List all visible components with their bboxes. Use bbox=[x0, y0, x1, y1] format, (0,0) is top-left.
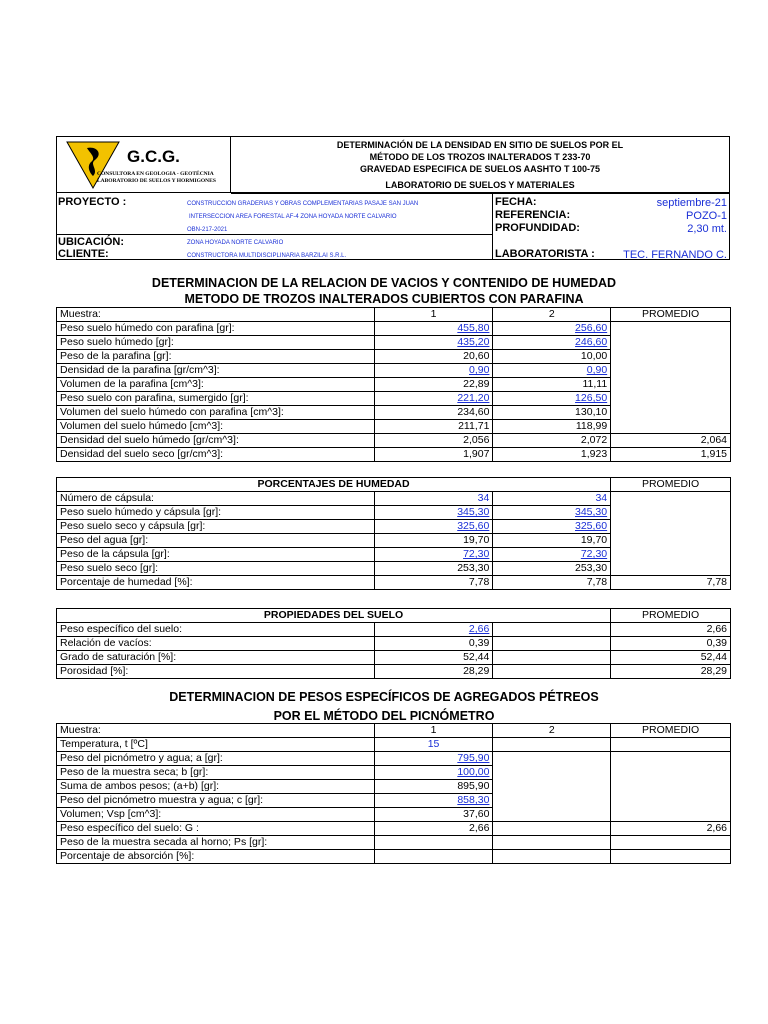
value-cell bbox=[493, 850, 611, 864]
value-cell: 11,11 bbox=[493, 378, 611, 392]
proyecto-label: PROYECTO : bbox=[58, 196, 127, 208]
header-cell: 1 bbox=[374, 308, 493, 322]
table-row bbox=[57, 623, 731, 637]
value-cell: 0,39 bbox=[374, 637, 493, 651]
profundidad-label: PROFUNDIDAD: bbox=[495, 222, 580, 234]
row-label: Peso suelo húmedo con parafina [gr]: bbox=[57, 322, 375, 336]
value-cell: 10,00 bbox=[493, 350, 611, 364]
table-row bbox=[57, 665, 731, 679]
value-cell: 15 bbox=[374, 738, 493, 752]
header-cell: PROMEDIO bbox=[611, 724, 731, 738]
table-row bbox=[57, 637, 731, 651]
table-row bbox=[57, 448, 731, 462]
value-cell: 22,89 bbox=[374, 378, 493, 392]
row-label: Densidad del suelo húmedo [gr/cm^3]: bbox=[57, 434, 375, 448]
row-label: Volumen; Vsp [cm^3]: bbox=[57, 808, 375, 822]
value-cell: 1,907 bbox=[374, 448, 493, 462]
value-cell: 221,20 bbox=[374, 392, 493, 406]
header-title-1: DETERMINACIÓN DE LA DENSIDAD EN SITIO DE SUELOS POR EL bbox=[336, 140, 624, 150]
table-row bbox=[57, 434, 731, 448]
row-label: Número de cápsula: bbox=[57, 492, 375, 506]
value-cell: 0,90 bbox=[374, 364, 493, 378]
value-cell bbox=[493, 738, 611, 752]
promedio-empty-cell bbox=[611, 492, 731, 576]
header-cell: 2 bbox=[493, 724, 611, 738]
section1-title-2: METODO DE TROZOS INALTERADOS CUBIERTOS CON PARAFINA bbox=[184, 292, 584, 306]
value-cell: 19,70 bbox=[493, 534, 611, 548]
value-cell: 72,30 bbox=[493, 548, 611, 562]
value-cell: 100,00 bbox=[374, 766, 493, 780]
value-cell: 2,66 bbox=[374, 623, 493, 637]
row-label: Peso de la muestra seca; b [gr]: bbox=[57, 766, 375, 780]
table-row bbox=[57, 738, 731, 752]
profundidad-value: 2,30 mt. bbox=[687, 223, 727, 235]
value-cell: 256,60 bbox=[493, 322, 611, 336]
header-hdivider bbox=[57, 234, 492, 235]
table-header-row bbox=[57, 609, 731, 623]
ubicacion-label: UBICACIÓN: bbox=[58, 236, 124, 248]
header-cell: Muestra: bbox=[57, 308, 375, 322]
value-cell: 455,80 bbox=[374, 322, 493, 336]
referencia-label: REFERENCIA: bbox=[495, 209, 571, 221]
table-row bbox=[57, 850, 731, 864]
value-cell: 325,60 bbox=[374, 520, 493, 534]
value-cell bbox=[374, 850, 493, 864]
value-cell bbox=[374, 836, 493, 850]
row-label: Porcentaje de humedad [%]: bbox=[57, 576, 375, 590]
value-cell: 34 bbox=[493, 492, 611, 506]
cliente-value: CONSTRUCTORA MULTIDISCIPLINARIA BARZILAI S.R.L. bbox=[187, 253, 347, 259]
logo-subtitle-2: LABORATORIO DE SUELOS Y HORMIGONES bbox=[97, 178, 216, 184]
row-label: Densidad del suelo seco [gr/cm^3]: bbox=[57, 448, 375, 462]
value-cell: 2,66 bbox=[374, 822, 493, 836]
value-cell: 246,60 bbox=[493, 336, 611, 350]
row-label: Volumen del suelo húmedo [cm^3]: bbox=[57, 420, 375, 434]
header-cell: Muestra: bbox=[57, 724, 375, 738]
value-cell: 72,30 bbox=[374, 548, 493, 562]
value-cell: 20,60 bbox=[374, 350, 493, 364]
value-cell bbox=[493, 836, 611, 850]
row-label: Peso de la parafina [gr]: bbox=[57, 350, 375, 364]
row-label: Volumen del suelo húmedo con parafina [cm^3]: bbox=[57, 406, 375, 420]
row-label: Peso suelo seco [gr]: bbox=[57, 562, 375, 576]
table-row bbox=[57, 822, 731, 836]
value-cell: 52,44 bbox=[374, 651, 493, 665]
picnometer-table bbox=[56, 723, 731, 864]
promedio-cell: 7,78 bbox=[611, 576, 731, 590]
proyecto-line-1: CONSTRUCCION GRADERIAS Y OBRAS COMPLEMENTARIAS PASAJE SAN JUAN bbox=[187, 201, 419, 207]
header-vdivider bbox=[492, 193, 493, 260]
section4-title-1: DETERMINACION DE PESOS ESPECÍFICOS DE AGREGADOS PÉTREOS bbox=[169, 690, 599, 704]
table-header-row bbox=[57, 308, 731, 322]
promedio-cell bbox=[611, 738, 731, 752]
logo-area bbox=[57, 137, 231, 193]
promedio-cell: 2,66 bbox=[611, 822, 731, 836]
value-cell: 7,78 bbox=[493, 576, 611, 590]
value-cell: 345,30 bbox=[374, 506, 493, 520]
row-label: Peso específico del suelo: G : bbox=[57, 822, 375, 836]
promedio-cell bbox=[611, 850, 731, 864]
row-label: Suma de ambos pesos; (a+b) [gr]: bbox=[57, 780, 375, 794]
row-label: Volumen de la parafina [cm^3]: bbox=[57, 378, 375, 392]
value-cell: 895,90 bbox=[374, 780, 493, 794]
laboratorista-label: LABORATORISTA : bbox=[495, 248, 595, 260]
row-label: Peso suelo húmedo y cápsula [gr]: bbox=[57, 506, 375, 520]
value-cell bbox=[493, 637, 611, 651]
table-row bbox=[57, 836, 731, 850]
value-cell bbox=[493, 651, 611, 665]
promedio-empty-cell bbox=[611, 752, 731, 822]
ubicacion-value: ZONA HOYADA NORTE CALVARIO bbox=[187, 240, 284, 246]
row-label: Relación de vacíos: bbox=[57, 637, 375, 651]
table-row bbox=[57, 752, 731, 766]
header-title-4: LABORATORIO DE SUELOS Y MATERIALES bbox=[385, 180, 575, 190]
value-cell: 19,70 bbox=[374, 534, 493, 548]
row-label: Porosidad [%]: bbox=[57, 665, 375, 679]
value-cell: 130,10 bbox=[493, 406, 611, 420]
value-cell: 2,056 bbox=[374, 434, 493, 448]
value-cell: 126,50 bbox=[493, 392, 611, 406]
table-row bbox=[57, 322, 731, 336]
humidity-table bbox=[56, 477, 731, 590]
cliente-label: CLIENTE: bbox=[58, 248, 109, 260]
table-row bbox=[57, 492, 731, 506]
value-cell: 211,71 bbox=[374, 420, 493, 434]
row-label: Peso de la muestra secada al horno; Ps [gr]: bbox=[57, 836, 375, 850]
logo-title: G.C.G. bbox=[127, 147, 180, 166]
value-cell: 1,923 bbox=[493, 448, 611, 462]
row-label: Peso suelo con parafina, sumergido [gr]: bbox=[57, 392, 375, 406]
promedio-cell: 2,064 bbox=[611, 434, 731, 448]
table-row bbox=[57, 576, 731, 590]
header-cell: 2 bbox=[493, 308, 611, 322]
table-row bbox=[57, 651, 731, 665]
value-cell: 858,30 bbox=[374, 794, 493, 808]
value-cell: 253,30 bbox=[493, 562, 611, 576]
row-label: Temperatura, t [ºC] bbox=[57, 738, 375, 752]
header-title-3: GRAVEDAD ESPECIFICA DE SUELOS AASHTO T 100-75 bbox=[359, 164, 601, 174]
row-label: Peso del picnómetro y agua; a [gr]: bbox=[57, 752, 375, 766]
value-cell-empty bbox=[493, 752, 611, 822]
row-label: Porcentaje de absorción [%]: bbox=[57, 850, 375, 864]
value-cell: 34 bbox=[374, 492, 493, 506]
density-table bbox=[56, 307, 731, 462]
row-label: Peso suelo seco y cápsula [gr]: bbox=[57, 520, 375, 534]
value-cell: 435,20 bbox=[374, 336, 493, 350]
row-label: Peso de la cápsula [gr]: bbox=[57, 548, 375, 562]
value-cell: 118,99 bbox=[493, 420, 611, 434]
row-label: Peso del picnómetro muestra y agua; c [gr]: bbox=[57, 794, 375, 808]
logo-subtitle-1: CONSULTORA EN GEOLOGIA - GEOTÉCNIA bbox=[97, 171, 214, 177]
promedio-cell bbox=[611, 836, 731, 850]
referencia-value: POZO-1 bbox=[686, 210, 727, 222]
fecha-label: FECHA: bbox=[495, 196, 537, 208]
header-divider bbox=[231, 193, 729, 194]
proyecto-line-3: OBN-217-2021 bbox=[187, 227, 228, 233]
promedio-cell: 0,39 bbox=[611, 637, 731, 651]
row-label: Peso del agua [gr]: bbox=[57, 534, 375, 548]
section1-title-1: DETERMINACION DE LA RELACION DE VACIOS Y CONTENIDO DE HUMEDAD bbox=[151, 276, 617, 290]
value-cell: 345,30 bbox=[493, 506, 611, 520]
value-cell: 795,90 bbox=[374, 752, 493, 766]
value-cell: 0,90 bbox=[493, 364, 611, 378]
row-label: Grado de saturación [%]: bbox=[57, 651, 375, 665]
table-header-row bbox=[57, 724, 731, 738]
promedio-cell: 2,66 bbox=[611, 623, 731, 637]
promedio-empty-cell bbox=[611, 322, 731, 434]
fecha-value: septiembre-21 bbox=[656, 197, 727, 209]
value-cell: 234,60 bbox=[374, 406, 493, 420]
promedio-cell: 52,44 bbox=[611, 651, 731, 665]
value-cell bbox=[493, 665, 611, 679]
value-cell: 325,60 bbox=[493, 520, 611, 534]
header-cell: PORCENTAJES DE HUMEDAD bbox=[57, 478, 611, 492]
value-cell: 28,29 bbox=[374, 665, 493, 679]
header-cell: 1 bbox=[374, 724, 493, 738]
value-cell bbox=[493, 623, 611, 637]
row-label: Densidad de la parafina [gr/cm^3]: bbox=[57, 364, 375, 378]
value-cell: 7,78 bbox=[374, 576, 493, 590]
header-cell: PROPIEDADES DEL SUELO bbox=[57, 609, 611, 623]
header-title-2: MÉTODO DE LOS TROZOS INALTERADOS T 233-70 bbox=[369, 152, 591, 162]
promedio-cell: 1,915 bbox=[611, 448, 731, 462]
value-cell: 37,60 bbox=[374, 808, 493, 822]
laboratorista-value: TEC. FERNANDO C. bbox=[623, 249, 727, 261]
table-header-row bbox=[57, 478, 731, 492]
row-label: Peso suelo húmedo [gr]: bbox=[57, 336, 375, 350]
promedio-cell: 28,29 bbox=[611, 665, 731, 679]
header-cell: PROMEDIO bbox=[611, 609, 731, 623]
value-cell: 253,30 bbox=[374, 562, 493, 576]
value-cell: 2,072 bbox=[493, 434, 611, 448]
section4-title-2: POR EL MÉTODO DEL PICNÓMETRO bbox=[273, 709, 495, 723]
value-cell bbox=[493, 822, 611, 836]
header-cell: PROMEDIO bbox=[611, 478, 731, 492]
header-cell: PROMEDIO bbox=[611, 308, 731, 322]
row-label: Peso específico del suelo: bbox=[57, 623, 375, 637]
proyecto-line-2: INTERSECCION AREA FORESTAL AF-4 ZONA HOYADA NORTE CALVARIO bbox=[189, 214, 397, 220]
soil-properties-table bbox=[56, 608, 731, 679]
